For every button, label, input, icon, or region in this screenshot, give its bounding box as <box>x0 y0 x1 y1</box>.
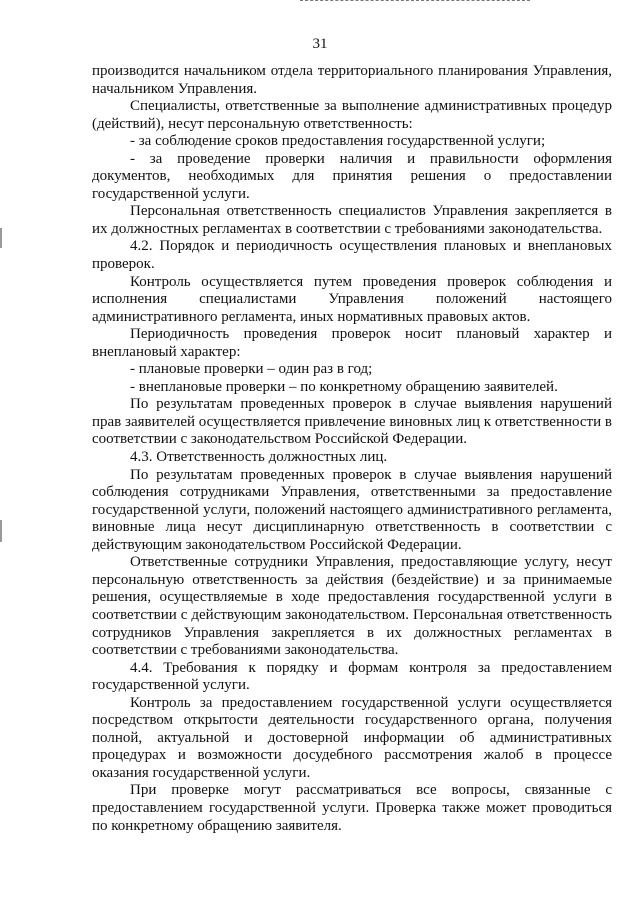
paragraph: При проверке могут рассматриваться все вопросы, связанные с предоставлением государственной услуги. Проверка также может проводиться по конкретному обращению заявителя. <box>92 782 612 834</box>
list-item: - плановые проверки – один раз в год; <box>130 361 373 378</box>
paragraph: Ответственные сотрудники Управления, предоставляющие услугу, несут персональную ответственность за действия (бездействие) и за принимаемые решения, осуществляемые в ходе предоставления государственной услуги в соответствии с действующим законодательством. Персональная ответственность сотрудников Управления закрепляется в их должностных регламентах в соответствии с требованиями законодательства. <box>92 554 612 659</box>
paragraph: Контроль за предоставлением государственной услуги осуществляется посредством открытости деятельности государственного органа, получения полной, актуальной и достоверной информации об административных процедурах и возможности досудебного рассмотрения жалоб в процессе оказания государственной услуги. <box>92 694 612 781</box>
paragraph: производится начальником отдела территориального планирования Управления, начальником Управления. <box>92 63 612 97</box>
paragraph: Специалисты, ответственные за выполнение административных процедур (действий), несут персональную ответственность: <box>92 98 612 132</box>
document-body <box>92 63 612 835</box>
list-item: - за проведение проверки наличия и правильности оформления документов, необходимых для принятия решения о предоставлении государственной услуги. <box>92 150 612 202</box>
list-item: - внеплановые проверки – по конкретному обращению заявителей. <box>130 378 558 395</box>
top-edge-mark <box>300 0 530 4</box>
paragraph: Периодичность проведения проверок носит плановый характер и внеплановый характер: <box>92 326 612 360</box>
section-heading: 4.3. Ответственность должностных лиц. <box>130 449 388 466</box>
page-number: 31 <box>312 36 328 52</box>
section-heading: 4.2. Порядок и периодичность осуществления плановых и внеплановых проверок. <box>92 238 612 273</box>
margin-mark <box>0 520 2 542</box>
paragraph: Контроль осуществляется путем проведения проверок соблюдения и исполнения специалистами Управления положений настоящего административного регламента, иных нормативных правовых актов. <box>92 273 612 325</box>
paragraph: Персональная ответственность специалистов Управления закрепляется в их должностных регламентах в соответствии с требованиями законодательства. <box>92 203 612 237</box>
list-item: - за соблюдение сроков предоставления государственной услуги; <box>130 133 546 150</box>
paragraph: По результатам проведенных проверок в случае выявления нарушений прав заявителей осуществляется привлечение виновных лиц к ответственности в соответствии с законодательством Российской Федерации. <box>92 396 612 448</box>
paragraph: По результатам проведенных проверок в случае выявления нарушений соблюдения сотрудниками Управления, ответственными за предоставление государственной услуги, положений настоящего административного регламента, виновные лица несут дисциплинарную ответственность в соответствии с действующим законодательством Российской Федерации. <box>92 466 612 553</box>
margin-mark <box>0 228 2 248</box>
section-heading: 4.4. Требования к порядку и формам контроля за предоставлением государственной услуги. <box>92 659 612 694</box>
